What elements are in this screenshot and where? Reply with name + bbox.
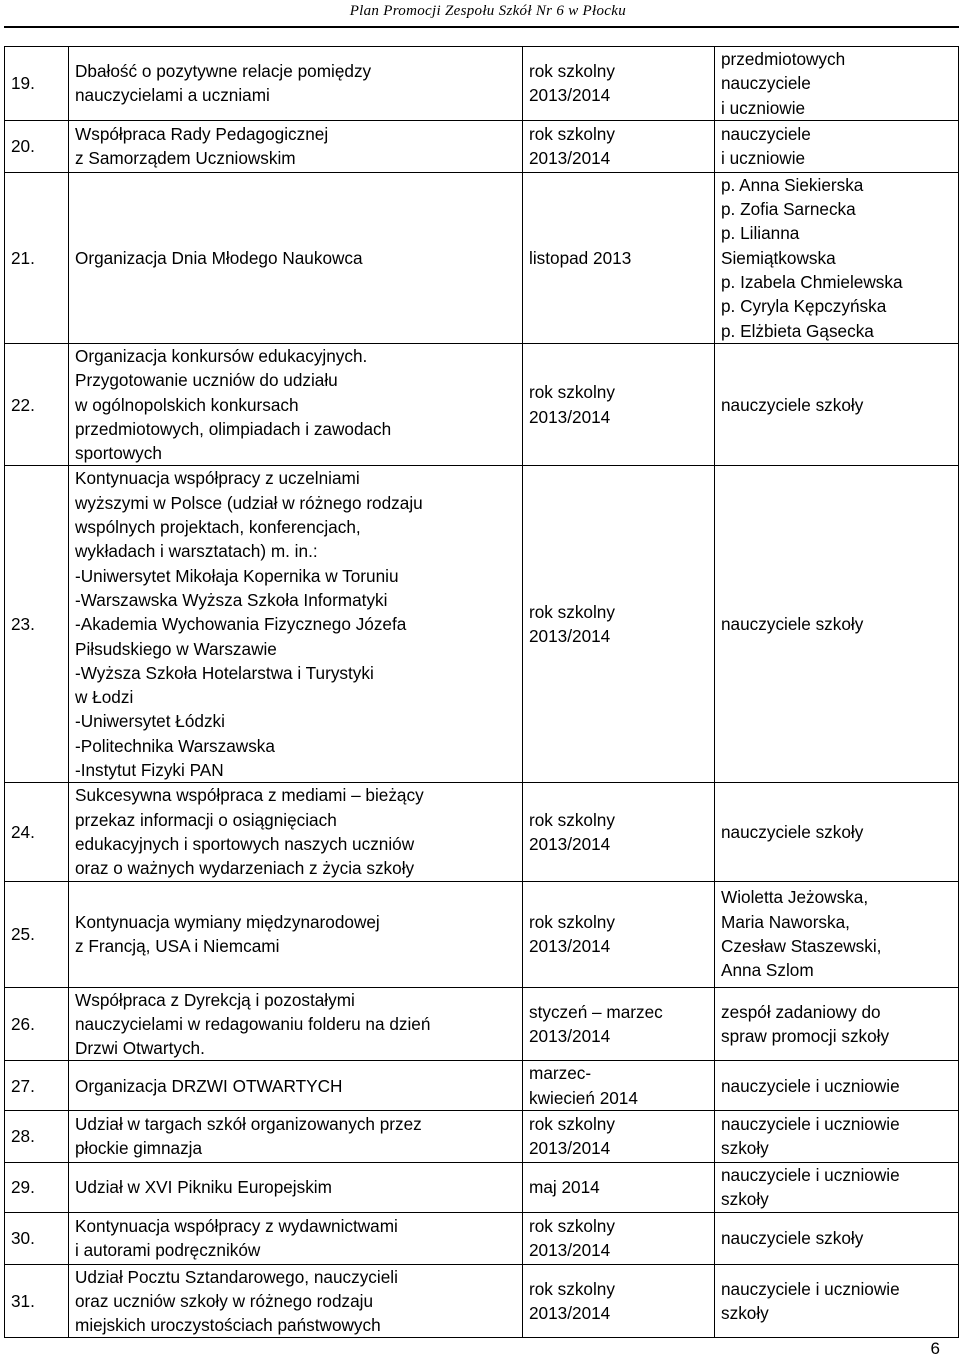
term-line: rok szkolny <box>529 911 615 932</box>
term-cell <box>523 1264 715 1338</box>
task-cell <box>69 1212 523 1264</box>
responsible-line: nauczyciele <box>721 73 811 94</box>
task-line: miejskich uroczystościach państwowych <box>75 1315 381 1336</box>
row-number: 31. <box>5 1264 69 1338</box>
term-line: 2013/2014 <box>529 936 611 956</box>
table-row <box>5 47 959 121</box>
table-row <box>5 1162 959 1212</box>
term-line: marzec- <box>529 1063 592 1084</box>
task-cell <box>69 1264 523 1338</box>
table-row <box>5 466 959 783</box>
term-line: styczeń – marzec <box>529 1001 663 1022</box>
term-cell <box>523 1061 715 1111</box>
row-number: 19. <box>5 47 69 121</box>
task-line: Współpraca Rady Pedagogicznej <box>75 124 329 145</box>
row-number: 28. <box>5 1110 69 1162</box>
responsible-cell <box>715 987 959 1061</box>
responsible-line: Maria Naworska, <box>721 911 850 932</box>
table-row <box>5 1264 959 1338</box>
term-cell <box>523 1110 715 1162</box>
responsible-cell <box>715 1110 959 1162</box>
responsible-cell <box>715 466 959 783</box>
table-row <box>5 120 959 172</box>
task-cell <box>69 466 523 783</box>
task-cell <box>69 1110 523 1162</box>
task-line: i autorami podręczników <box>75 1240 261 1261</box>
term-cell <box>523 172 715 343</box>
responsible-line: p. Elżbieta Gąsecka <box>721 320 874 341</box>
term-line: rok szkolny <box>529 602 615 623</box>
term-cell <box>523 987 715 1061</box>
page-header-title: Plan Promocji Zespołu Szkół Nr 6 w Płocku <box>349 3 626 19</box>
term-line: rok szkolny <box>529 124 615 145</box>
task-cell <box>69 343 523 465</box>
responsible-cell <box>715 47 959 121</box>
task-line: Drzwi Otwartych. <box>75 1038 205 1059</box>
term-line: 2013/2014 <box>529 406 611 427</box>
term-line: 2013/2014 <box>529 85 611 106</box>
task-line: nauczycielami w redagowaniu folderu na dzień <box>75 1013 431 1034</box>
responsible-line: nauczyciele szkoły <box>721 1227 864 1248</box>
task-line: wspólnych projektach, konferencjach, <box>75 517 361 538</box>
task-line: -Politechnika Warszawska <box>75 735 275 756</box>
responsible-line: Wioletta Jeżowska, <box>721 887 869 908</box>
responsible-line: nauczyciele szkoły <box>721 821 864 842</box>
task-line: Udział w targach szkół organizowanych przez <box>75 1114 422 1135</box>
task-cell <box>69 47 523 121</box>
task-line: Sukcesywna współpraca z mediami – bieżący <box>75 785 424 806</box>
task-line: płockie gimnazja <box>75 1138 203 1159</box>
term-line: rok szkolny <box>529 61 615 82</box>
term-line: maj 2014 <box>529 1177 600 1198</box>
plan-table-body <box>5 47 959 1338</box>
task-cell <box>69 1061 523 1111</box>
task-line: Kontynuacja współpracy z uczelniami <box>75 468 360 489</box>
term-line: rok szkolny <box>529 1215 615 1236</box>
task-line: z Francją, USA i Niemcami <box>75 936 280 956</box>
responsible-line: i uczniowie <box>721 148 806 169</box>
row-number: 20. <box>5 120 69 172</box>
term-line: rok szkolny <box>529 1114 615 1135</box>
responsible-line: spraw promocji szkoły <box>721 1025 890 1046</box>
task-line: -Uniwersytet Łódzki <box>75 711 225 732</box>
task-line: przekaz informacji o osiągnięciach <box>75 809 337 830</box>
task-line: w ogólnopolskich konkursach <box>75 394 299 415</box>
responsible-line: nauczyciele <box>721 124 811 145</box>
task-cell <box>69 881 523 987</box>
task-line: w Łodzi <box>75 687 134 708</box>
table-row <box>5 172 959 343</box>
responsible-line: p. Cyryla Kępczyńska <box>721 296 887 317</box>
responsible-line: szkoły <box>721 1138 769 1159</box>
responsible-line: przedmiotowych <box>721 49 846 69</box>
row-number: 24. <box>5 783 69 881</box>
term-cell <box>523 466 715 783</box>
row-number: 22. <box>5 343 69 465</box>
task-cell <box>69 987 523 1061</box>
responsible-line: nauczyciele i uczniowie <box>721 1164 900 1185</box>
table-row <box>5 987 959 1061</box>
task-line: przedmiotowych, olimpiadach i zawodach <box>75 418 392 439</box>
table-row <box>5 343 959 465</box>
responsible-line: nauczyciele i uczniowie <box>721 1114 900 1135</box>
responsible-line: nauczyciele i uczniowie <box>721 1278 900 1299</box>
task-line: z Samorządem Uczniowskim <box>75 148 296 169</box>
task-line: Kontynuacja współpracy z wydawnictwami <box>75 1215 398 1236</box>
task-line: Przygotowanie uczniów do udziału <box>75 370 338 391</box>
term-cell <box>523 120 715 172</box>
table-row <box>5 1061 959 1111</box>
term-line: rok szkolny <box>529 1278 615 1299</box>
term-line: listopad 2013 <box>529 247 632 268</box>
term-line: 2013/2014 <box>529 626 611 647</box>
task-line: Udział w XVI Pikniku Europejskim <box>75 1177 332 1198</box>
task-line: Organizacja DRZWI OTWARTYCH <box>75 1075 343 1096</box>
task-cell <box>69 120 523 172</box>
term-line: 2013/2014 <box>529 1240 611 1261</box>
responsible-line: nauczyciele i uczniowie <box>721 1075 900 1096</box>
responsible-line: p. Lilianna <box>721 223 800 244</box>
row-number: 30. <box>5 1212 69 1264</box>
responsible-line: i uczniowie <box>721 97 806 118</box>
responsible-cell <box>715 1212 959 1264</box>
task-line: sportowych <box>75 443 162 464</box>
task-line: wyższymi w Polsce (udział w różnego rodzaju <box>75 492 423 513</box>
task-line: Dbałość o pozytywne relacje pomiędzy <box>75 61 372 82</box>
task-line: -Akademia Wychowania Fizycznego Józefa <box>75 614 407 635</box>
responsible-cell <box>715 1264 959 1338</box>
term-cell <box>523 881 715 987</box>
table-row <box>5 881 959 987</box>
responsible-cell <box>715 783 959 881</box>
header-rule <box>4 26 959 28</box>
table-row <box>5 1212 959 1264</box>
term-line: 2013/2014 <box>529 1138 611 1159</box>
task-line: -Warszawska Wyższa Szkoła Informatyki <box>75 589 388 610</box>
row-number: 26. <box>5 987 69 1061</box>
responsible-cell <box>715 881 959 987</box>
table-row <box>5 1110 959 1162</box>
term-line: 2013/2014 <box>529 148 611 169</box>
responsible-cell <box>715 172 959 343</box>
responsible-cell <box>715 120 959 172</box>
responsible-cell <box>715 1061 959 1111</box>
task-cell <box>69 1162 523 1212</box>
term-line: 2013/2014 <box>529 1303 611 1324</box>
responsible-line: Anna Szlom <box>721 960 814 981</box>
responsible-line: nauczyciele szkoły <box>721 614 864 635</box>
table-row <box>5 783 959 881</box>
task-line: Piłsudskiego w Warszawie <box>75 638 277 659</box>
task-line: Współpraca z Dyrekcją i pozostałymi <box>75 989 355 1010</box>
term-cell <box>523 1162 715 1212</box>
task-cell <box>69 783 523 881</box>
task-line: Organizacja konkursów edukacyjnych. <box>75 345 368 366</box>
task-line: Organizacja Dnia Młodego Naukowca <box>75 247 363 268</box>
term-cell <box>523 1212 715 1264</box>
responsible-line: szkoły <box>721 1189 769 1210</box>
responsible-cell <box>715 1162 959 1212</box>
responsible-line: Czesław Staszewski, <box>721 936 882 956</box>
task-line: -Uniwersytet Mikołaja Kopernika w Toruniu <box>75 565 399 586</box>
task-line: oraz uczniów szkoły w różnego rodzaju <box>75 1290 374 1311</box>
row-number: 25. <box>5 881 69 987</box>
term-cell <box>523 343 715 465</box>
task-line: edukacyjnych i sportowych naszych uczniów <box>75 833 415 854</box>
task-line: -Instytut Fizyki PAN <box>75 760 224 781</box>
responsible-line: p. Zofia Sarnecka <box>721 199 856 220</box>
term-line: rok szkolny <box>529 809 615 830</box>
term-cell <box>523 47 715 121</box>
task-line: oraz o ważnych wydarzeniach z życia szkoły <box>75 858 415 879</box>
responsible-cell <box>715 343 959 465</box>
task-cell <box>69 172 523 343</box>
responsible-line: Siemiątkowska <box>721 247 836 268</box>
term-line: 2013/2014 <box>529 1025 611 1046</box>
task-line: Udział Pocztu Sztandarowego, nauczycieli <box>75 1266 398 1287</box>
responsible-line: p. Anna Siekierska <box>721 174 864 195</box>
row-number: 29. <box>5 1162 69 1212</box>
responsible-line: szkoły <box>721 1303 769 1324</box>
term-line: rok szkolny <box>529 382 615 403</box>
task-line: nauczycielami a uczniami <box>75 85 270 106</box>
row-number: 21. <box>5 172 69 343</box>
responsible-line: nauczyciele szkoły <box>721 394 864 415</box>
responsible-line: zespół zadaniowy do <box>721 1001 881 1022</box>
term-cell <box>523 783 715 881</box>
term-line: 2013/2014 <box>529 833 611 854</box>
promotion-plan-table <box>4 46 959 1338</box>
row-number: 27. <box>5 1061 69 1111</box>
task-line: -Wyższa Szkoła Hotelarstwa i Turystyki <box>75 662 374 683</box>
responsible-line: p. Izabela Chmielewska <box>721 272 903 293</box>
task-line: Kontynuacja wymiany międzynarodowej <box>75 911 380 932</box>
row-number: 23. <box>5 466 69 783</box>
task-line: wykładach i warsztatach) m. in.: <box>75 541 318 562</box>
term-line: kwiecień 2014 <box>529 1087 638 1108</box>
page-number: 6 <box>930 1339 940 1358</box>
